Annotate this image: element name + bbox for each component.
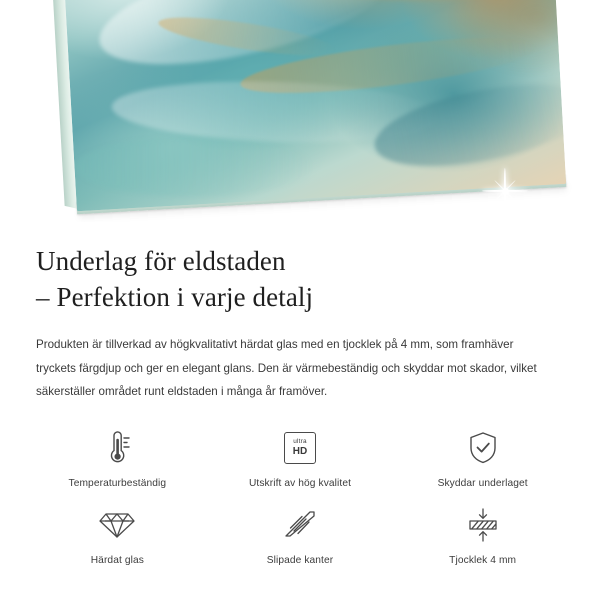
- ultra-hd-badge-top: ultra: [293, 438, 307, 446]
- marble-vein: [368, 70, 566, 181]
- hero-product-image: [0, 0, 600, 222]
- feature-tempered-glass: [26, 503, 209, 566]
- shield-check-icon: [467, 426, 499, 470]
- glass-panel-wrapper: [0, 0, 600, 222]
- marble-vein: [75, 136, 315, 197]
- feature-label: Utskrift av hög kvalitet: [248, 478, 352, 490]
- feature-thickness-4mm: [391, 503, 574, 566]
- marble-print-surface: [62, 0, 566, 211]
- page-title-line-1: Underlag för eldstaden: [36, 246, 286, 276]
- ultra-hd-badge-bottom: HD: [292, 445, 308, 457]
- feature-temperature-resistant: [26, 426, 209, 489]
- description-paragraph: Produkten är tillverkad av högkvalitativt härdat glas med en tjocklek på 4 mm, som framhäver tryckets färgdjup och ger en elegant glans. Den är värmebeständig och skyddar mot skador, vilket säkerställer området runt eldstaden i många år framöver.: [36, 337, 537, 399]
- feature-polished-edges: [209, 503, 392, 566]
- thermometer-icon: [100, 426, 134, 470]
- feature-label: Skyddar underlaget: [437, 478, 528, 490]
- page-title: [36, 244, 564, 316]
- feature-high-quality-print: [209, 426, 392, 489]
- thickness-4mm-icon: [465, 503, 501, 547]
- text-content: [0, 222, 600, 404]
- feature-label: Tjocklek 4 mm: [449, 555, 517, 567]
- diamond-icon: [98, 503, 136, 547]
- feature-label: Slipade kanter: [266, 555, 334, 567]
- feature-grid: [0, 404, 600, 566]
- ultra-hd-icon: [284, 426, 316, 470]
- polished-edges-icon: [282, 503, 318, 547]
- feature-label: Temperaturbeständig: [68, 478, 167, 490]
- page-title-line-2: – Perfektion i varje detalj: [36, 281, 314, 312]
- feature-protects-surface: [391, 426, 574, 489]
- ultra-hd-badge: [284, 432, 316, 464]
- feature-label: Härdat glas: [90, 555, 144, 567]
